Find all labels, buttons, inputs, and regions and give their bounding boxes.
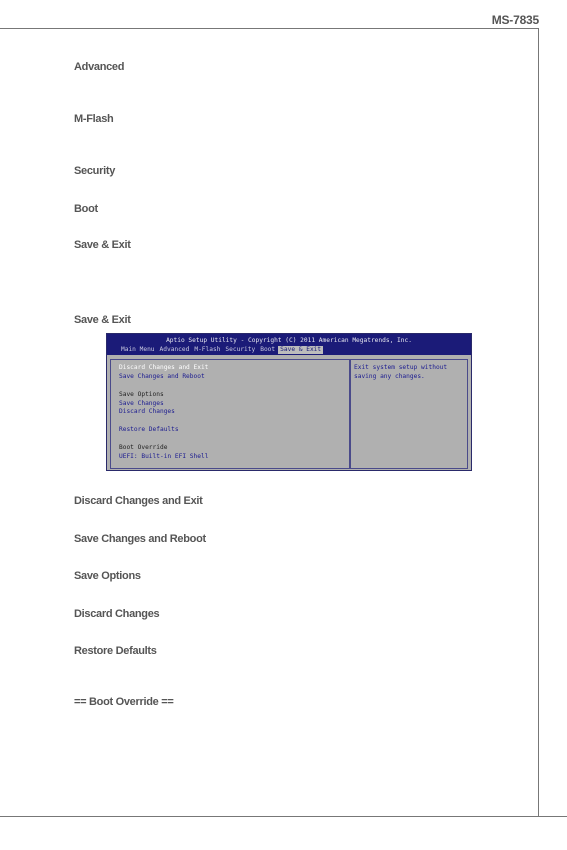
heading-mflash: M-Flash: [74, 113, 114, 125]
bios-item-discard-changes[interactable]: Discard Changes: [119, 408, 175, 415]
page-frame-top: [0, 28, 538, 29]
heading-discard-exit: Discard Changes and Exit: [74, 495, 203, 507]
bios-tab-mflash[interactable]: M-Flash: [194, 346, 221, 353]
bios-screenshot: [106, 333, 472, 471]
bios-label-save-options: Save Options: [119, 391, 164, 398]
bios-options-panel: [110, 359, 350, 469]
bios-header-bar: [107, 334, 471, 355]
bios-help-line-2: saving any changes.: [354, 373, 425, 380]
bios-tab-main-menu[interactable]: Main Menu: [121, 346, 155, 353]
bios-tab-advanced[interactable]: Advanced: [159, 346, 190, 353]
bios-tab-boot[interactable]: Boot: [260, 346, 276, 353]
bios-item-save-changes[interactable]: Save Changes: [119, 400, 164, 407]
heading-discard-changes: Discard Changes: [74, 608, 160, 620]
page-frame-bottom: [0, 816, 567, 817]
bios-help-panel: [350, 359, 468, 469]
bios-tab-security[interactable]: Security: [225, 346, 256, 353]
heading-security: Security: [74, 165, 116, 177]
bios-item-save-reboot[interactable]: Save Changes and Reboot: [119, 373, 205, 380]
heading-advanced: Advanced: [74, 61, 125, 73]
bios-item-restore-defaults[interactable]: Restore Defaults: [119, 426, 179, 433]
heading-save-exit-section: Save & Exit: [74, 314, 131, 326]
bios-title: Aptio Setup Utility - Copyright (C) 2011 American Megatrends, Inc.: [166, 337, 412, 344]
bios-tab-save-exit[interactable]: Save & Exit: [280, 346, 322, 353]
heading-boot-override: == Boot Override ==: [74, 696, 174, 708]
heading-save-options: Save Options: [74, 570, 141, 582]
heading-restore-defaults: Restore Defaults: [74, 645, 157, 657]
bios-item-uefi-shell[interactable]: UEFI: Built-in EFI Shell: [119, 453, 209, 460]
model-number: MS-7835: [491, 13, 539, 27]
bios-tab-bar: [119, 346, 324, 354]
heading-save-reboot: Save Changes and Reboot: [74, 533, 206, 545]
heading-save-exit: Save & Exit: [74, 239, 131, 251]
bios-item-discard-exit[interactable]: Discard Changes and Exit: [119, 364, 209, 371]
heading-boot: Boot: [74, 203, 98, 215]
bios-help-line-1: Exit system setup without: [354, 364, 448, 371]
page-frame-right: [538, 28, 539, 816]
bios-label-boot-override: Boot Override: [119, 444, 168, 451]
